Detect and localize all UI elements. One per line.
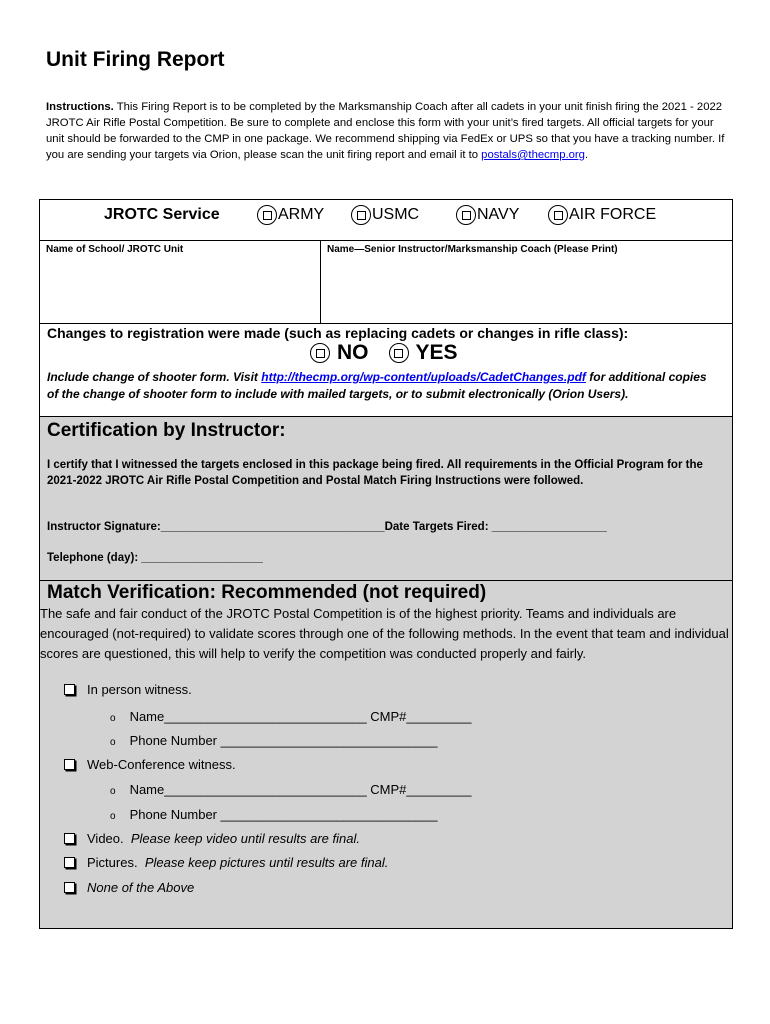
in-person-phone-text: Phone Number ______________________________ xyxy=(129,733,438,748)
option-pictures-note: Please keep pictures until results are final. xyxy=(144,855,389,870)
school-name-field[interactable] xyxy=(40,241,321,324)
telephone-line[interactable]: Telephone (day): ___________________ xyxy=(47,552,263,564)
instructions-end: . xyxy=(584,149,589,161)
in-person-name-text: Name____________________________ CMP#_________ xyxy=(129,709,472,724)
option-none-label: None of the Above xyxy=(87,880,195,895)
checkbox-icon[interactable] xyxy=(64,759,75,770)
in-person-phone-line[interactable] xyxy=(110,733,438,748)
checkbox-icon[interactable] xyxy=(310,343,330,363)
bullet-icon: o xyxy=(110,786,116,797)
email-link[interactable]: postals@thecmp.org xyxy=(481,149,585,161)
report-form xyxy=(39,199,733,929)
instructor-name-field[interactable] xyxy=(321,241,732,324)
match-heading: Match Verification: Recommended (not required) xyxy=(47,582,487,603)
instructions-lead: Instructions. xyxy=(46,101,114,113)
option-web-conference[interactable] xyxy=(64,757,236,772)
option-video-label: Video. xyxy=(87,831,124,846)
in-person-name-line[interactable] xyxy=(110,709,471,724)
service-air-force-label: AIR FORCE xyxy=(569,206,657,223)
changes-note-after: for additional copies of the change of shooter form to include with mailed targets, or to submit electronically (Orion Users). xyxy=(47,370,707,401)
option-web-label: Web-Conference witness. xyxy=(87,757,236,772)
service-usmc-label: USMC xyxy=(372,206,420,223)
changes-question: Changes to registration were made (such as replacing cadets or changes in rifle class): xyxy=(47,325,629,341)
option-video-note: Please keep video until results are final. xyxy=(130,831,360,846)
option-pictures-label: Pictures. xyxy=(87,855,138,870)
bullet-icon: o xyxy=(110,713,116,724)
instructions xyxy=(46,99,730,163)
match-verification-section xyxy=(40,581,732,928)
service-option-army[interactable] xyxy=(257,205,324,225)
service-option-usmc[interactable] xyxy=(351,205,419,225)
option-in-person[interactable] xyxy=(64,682,192,697)
school-name-label: Name of School/ JROTC Unit xyxy=(46,244,184,255)
service-row xyxy=(40,200,732,241)
service-option-navy[interactable] xyxy=(456,205,519,225)
bullet-icon: o xyxy=(110,737,116,748)
checkbox-icon[interactable] xyxy=(257,205,277,225)
option-in-person-label: In person witness. xyxy=(87,682,192,697)
registration-changes-section xyxy=(40,324,732,417)
service-label: JROTC Service xyxy=(104,206,220,223)
web-phone-text: Phone Number ______________________________ xyxy=(129,807,438,822)
checkbox-icon[interactable] xyxy=(389,343,409,363)
web-phone-line[interactable] xyxy=(110,807,438,822)
option-video[interactable] xyxy=(64,831,360,846)
changes-note-before: Include change of shooter form. Visit xyxy=(47,370,262,384)
instructions-body: This Firing Report is to be completed by the Marksmanship Coach after all cadets in your unit finish firing the 2021 - 2022 JROTC Air Rifle Postal Competition. Be sure to complete and enclose this form with your unit’s fired targets. All official targets for your unit should be forwarded to the CMP in one package. We recommend shipping via FedEx or UPS so that you have a tracking number. If you are sending your targets via Orion, please scan the unit firing report and email it to xyxy=(46,101,725,161)
certification-text: I certify that I witnessed the targets enclosed in this package being fired. All requirements in the Official Program for the 2021-2022 JROTC Air Rifle Postal Competition and Postal Match Firing Instructions were followed. xyxy=(47,459,703,487)
service-option-air-force[interactable] xyxy=(548,205,656,225)
checkbox-icon[interactable] xyxy=(64,882,75,893)
web-name-text: Name____________________________ CMP#_________ xyxy=(129,782,472,797)
service-navy-label: NAVY xyxy=(477,206,520,223)
match-text: The safe and fair conduct of the JROTC Postal Competition is of the highest priority. Teams and individuals are encouraged (not-required) to validate scores through one of the following methods. In the event that team and individual scores are questioned, this will help to verify the competition was conducted properly and fairly. xyxy=(40,606,729,661)
changes-yes-no xyxy=(310,341,458,365)
checkbox-icon[interactable] xyxy=(548,205,568,225)
certification-section xyxy=(40,417,732,581)
web-name-line[interactable] xyxy=(110,782,471,797)
checkbox-icon[interactable] xyxy=(64,857,75,868)
checkbox-icon[interactable] xyxy=(64,684,75,695)
page-title: Unit Firing Report xyxy=(46,48,225,71)
signature-date-line[interactable]: Instructor Signature:___________________________________Date Targets Fired: __________________ xyxy=(47,521,607,533)
changes-note xyxy=(47,369,717,402)
service-army-label: ARMY xyxy=(278,206,325,223)
cadet-changes-link[interactable]: http://thecmp.org/wp-content/uploads/CadetChanges.pdf xyxy=(261,370,586,384)
bullet-icon: o xyxy=(110,811,116,822)
checkbox-icon[interactable] xyxy=(64,833,75,844)
certification-heading: Certification by Instructor: xyxy=(47,420,286,441)
changes-no-label: NO xyxy=(337,341,369,364)
option-pictures[interactable] xyxy=(64,855,388,870)
checkbox-icon[interactable] xyxy=(456,205,476,225)
option-none[interactable] xyxy=(64,880,194,895)
instructor-name-label: Name—Senior Instructor/Marksmanship Coach (Please Print) xyxy=(327,244,618,255)
checkbox-icon[interactable] xyxy=(351,205,371,225)
changes-yes-label: YES xyxy=(415,341,458,364)
